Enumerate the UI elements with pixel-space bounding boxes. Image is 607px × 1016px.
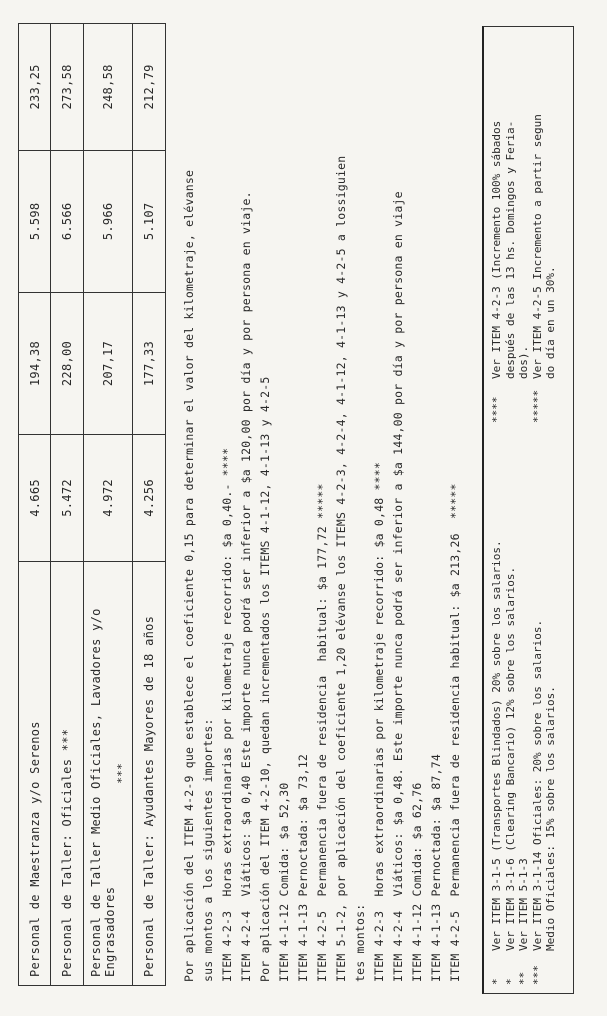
value-cell: 5.107 <box>133 150 166 292</box>
text-line: ITEM 4-2-3 Horas extraordinarias por kilometraje recorrido: $a 0,48 **** <box>372 461 386 982</box>
footnote-continuation <box>544 425 558 985</box>
text-line: ITEM 4-1-12 Comida: $a 62,76 <box>410 782 424 982</box>
footnote-text: Ver ITEM 3-1-5 (Transportes Blindados) 20% sobre los salarios. <box>490 540 503 951</box>
footnote-marker: **** <box>490 396 503 423</box>
text-line: ITEM 4-2-5 Permanencia fuera de residencia habitual: $a 177,72 ***** <box>315 483 329 982</box>
value-cell: 233,25 <box>19 24 51 151</box>
footnote-text: dos). <box>517 345 530 379</box>
footnote-continuation <box>544 33 558 423</box>
value-cell: 207,17 <box>84 292 133 434</box>
footnote <box>531 425 545 985</box>
text-line: ITEM 4-1-13 Pernoctada: $a 87,74 <box>429 754 443 982</box>
footnote-marker: ** <box>517 971 530 985</box>
footnote-marker <box>544 379 558 423</box>
footnote-continuation <box>517 33 531 423</box>
footnote <box>504 425 518 985</box>
body-text <box>180 22 465 982</box>
footnote-text: do día en un 30%. <box>544 266 557 379</box>
footnote-text: después de las 13 hs. Domingos y Feria- <box>503 120 517 379</box>
footnote-text: Ver ITEM 4-2-5 Incremento a partir segun <box>530 114 544 379</box>
value-cell: 6.566 <box>51 150 84 292</box>
value-cell: 228,00 <box>51 292 84 434</box>
footnote-marker <box>517 379 531 423</box>
value-cell: 5.472 <box>51 435 84 562</box>
text-line: tes montos: <box>353 903 367 982</box>
value-cell: 4.972 <box>84 435 133 562</box>
footnote-marker <box>504 379 518 423</box>
wage-table <box>18 23 166 986</box>
value-cell: 5.966 <box>84 150 133 292</box>
footnote-marker: *** <box>115 762 128 784</box>
category-text: Personal de Taller Medio Oficiales, Lavadores y/o Engrasadores <box>89 608 117 977</box>
value-cell: 4.665 <box>19 435 51 562</box>
table-row <box>51 24 84 986</box>
footnote-text: Ver ITEM 4-2-3 (Incremento 100% sábados <box>490 120 503 379</box>
value-cell: 177,33 <box>133 292 166 434</box>
value-cell: 194,38 <box>19 292 51 434</box>
footnote-text: Medio Oficiales: 15% sobre los salarios. <box>544 686 557 951</box>
text-line: ITEM 4-2-4 Viáticos: $a 0,40 Este importe nunca podrá ser inferior a $a 120,00 por día y por persona en viaje. <box>239 191 253 982</box>
footnote <box>517 425 531 985</box>
category-cell <box>84 561 133 985</box>
footnote-marker: *** <box>530 965 544 985</box>
table-row <box>84 24 133 986</box>
text-line: Por aplicación del ITEM 4-2-10, quedan incrementados los ITEMS 4-1-12, 4-1-13 y 4-2-5 <box>258 376 272 982</box>
text-line: ITEM 4-2-5 Permanencia fuera de residencia habitual: $a 213,26 ***** <box>448 483 462 982</box>
footnotes-right <box>490 33 558 423</box>
value-cell: 212,79 <box>133 24 166 151</box>
footnote <box>490 425 504 985</box>
footnote-marker: * <box>503 978 517 985</box>
footnote-marker: ***** <box>530 389 544 423</box>
table-row <box>133 24 166 986</box>
value-cell: 5.598 <box>19 150 51 292</box>
value-cell: 248,58 <box>84 24 133 151</box>
footnote-text: Ver ITEM 3-1-14 Oficiales: 20% sobre los salarios. <box>530 619 544 951</box>
text-line: ITEM 4-2-4 Viáticos: $a 0,48. Este importe nunca podrá ser inferior a $a 144,00 por día y por persona en viaje <box>391 191 405 982</box>
category-cell: Personal de Maestranza y/o Serenos <box>19 561 51 985</box>
footnotes-box <box>482 26 574 994</box>
value-cell: 273,58 <box>51 24 84 151</box>
category-cell: Personal de Taller: Oficiales *** <box>51 561 84 985</box>
footnote-continuation <box>504 33 518 423</box>
footnotes-left <box>490 425 558 985</box>
category-cell: Personal de Taller: Ayudantes Mayores de 18 años <box>133 561 166 985</box>
text-line: ITEM 4-2-3 Horas extraordinarias por kilometraje recorrido: $a 0,40.- **** <box>220 447 234 982</box>
value-cell: 4.256 <box>133 435 166 562</box>
footnote-text: Ver ITEM 3-1-6 (Clearing Bancario) 12% sobre los salarios. <box>503 566 517 951</box>
footnote-marker: * <box>490 978 503 985</box>
text-line: ITEM 4-1-13 Pernoctada: $a 73,12 <box>296 754 310 982</box>
text-line: ITEM 5-1-2, por aplicación del coeficiente 1,20 elévanse los ITEMS 4-2-3, 4-2-4, 4-1-12, 4-1-13 y 4-2-5 a lossiguien <box>334 155 348 982</box>
footnote <box>531 33 545 423</box>
footnote <box>490 33 504 423</box>
text-line: ITEM 4-1-12 Comida: $a 52,30 <box>277 782 291 982</box>
text-line: sus montos a los siguientes importes: <box>201 718 215 982</box>
footnote-marker <box>544 951 558 985</box>
footnote-text: Ver ITEM 5-1-3 <box>517 858 530 951</box>
text-line: Por aplicación del ITEM 4-2-9 que establece el coeficiente 0,15 para determinar el valor del kilometraje, elévanse <box>182 169 196 982</box>
table-row <box>19 24 51 986</box>
